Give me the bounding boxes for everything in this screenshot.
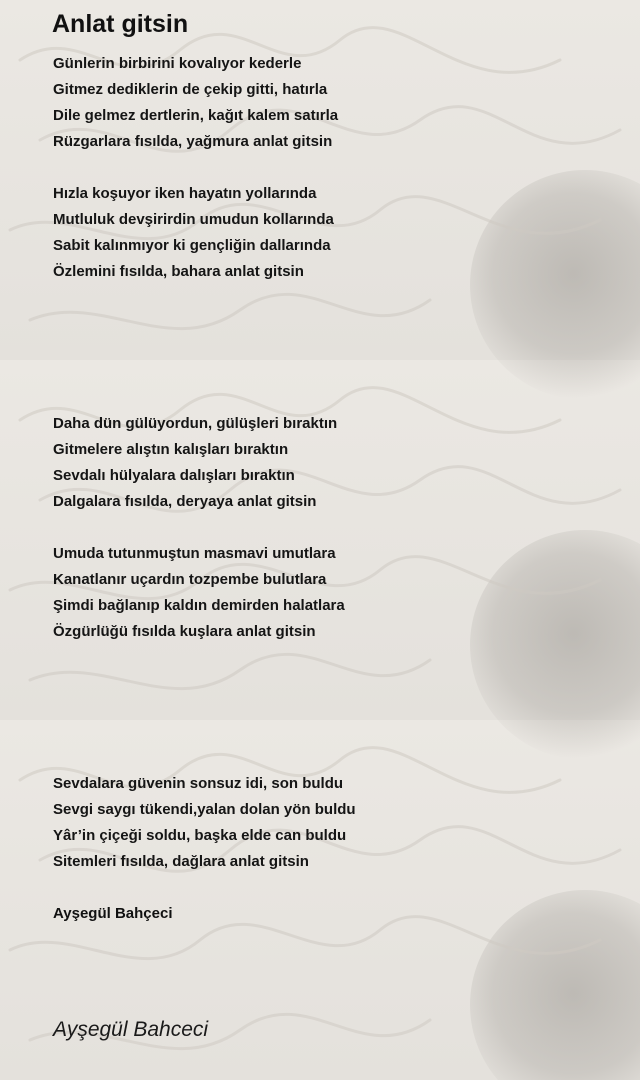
stanza-1 <box>53 51 338 155</box>
poem-line: Şimdi bağlanıp kaldın demirden halatlara <box>53 597 345 614</box>
poem-line: Daha dün gülüyordun, gülüşleri bıraktın <box>53 415 338 432</box>
stanza-2 <box>53 181 334 285</box>
poem-line: Sevdalara güvenin sonsuz idi, son buldu <box>53 775 344 792</box>
poem-line: Dalgalara fısılda, deryaya anlat gitsin <box>53 493 317 510</box>
poem-line: Özgürlüğü fısılda kuşlara anlat gitsin <box>53 623 316 640</box>
poem-line: Sabit kalınmıyor ki gençliğin dallarında <box>53 237 331 254</box>
poem-line: Umuda tutunmuştun masmavi umutlara <box>53 545 336 562</box>
poem-line: Rüzgarlara fısılda, yağmura anlat gitsin <box>53 133 333 150</box>
poem-line: Dile gelmez dertlerin, kağıt kalem satırla <box>53 107 339 124</box>
stanza-5 <box>53 771 356 875</box>
poem-line: Kanatlanır uçardın tozpembe bulutlara <box>53 571 327 588</box>
poem-line: Sevdalı hülyalara dalışları bıraktın <box>53 467 295 484</box>
poem-author: Ayşegül Bahçeci <box>53 905 173 922</box>
poem-line: Gitmelere alıştın kalışları bıraktın <box>53 441 289 458</box>
poem-line: Yâr’in çiçeği soldu, başka elde can buldu <box>53 827 347 844</box>
author-signature: Ayşegül Bahceci <box>53 1018 209 1041</box>
stanza-4 <box>53 541 345 645</box>
poem-line: Gitmez dediklerin de çekip gitti, hatırla <box>53 81 328 98</box>
poem-line: Özlemini fısılda, bahara anlat gitsin <box>53 263 304 280</box>
stanza-3 <box>53 411 337 515</box>
poem-line: Günlerin birbirini kovalıyor kederle <box>53 55 302 72</box>
poem-line: Hızla koşuyor iken hayatın yollarında <box>53 185 317 202</box>
poem-line: Sevgi saygı tükendi,yalan dolan yön buldu <box>53 801 356 818</box>
poem-line: Sitemleri fısılda, dağlara anlat gitsin <box>53 853 309 870</box>
poem-line: Mutluluk devşirirdin umudun kollarında <box>53 211 334 228</box>
poem-title: Anlat gitsin <box>52 10 189 38</box>
